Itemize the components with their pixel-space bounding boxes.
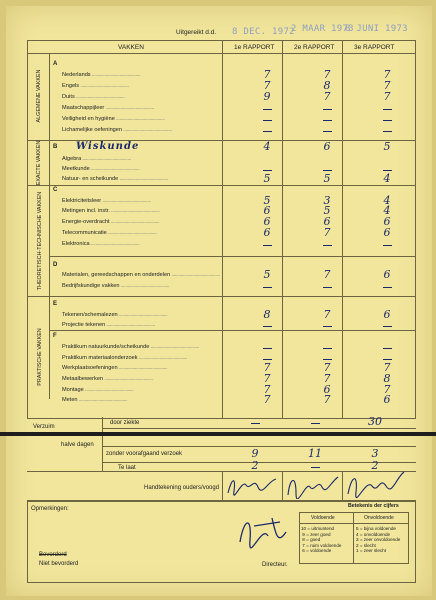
legend-divider (353, 512, 354, 563)
grade-cell: 7 (323, 393, 331, 406)
grade-cell-dash (383, 131, 392, 132)
grade-cell: 6 (383, 226, 391, 239)
grade-cell-dash (323, 245, 332, 246)
subject-label: Bedrijfskundige vakken ..... (62, 283, 169, 289)
attendance-te-laat: 2 (371, 459, 379, 472)
subject-label: Praktikum materiaalonderzoek ..... (62, 355, 187, 361)
grade-cell-dash (383, 120, 392, 121)
grade-cell-dash (323, 326, 332, 327)
attendance-halve-dagen: 11 (308, 447, 322, 460)
grade-cell-dash (323, 287, 332, 288)
signature-label: Handtekening ouders/voogd (144, 485, 220, 491)
grade-cell-dash (383, 348, 392, 349)
grade-cell: 7 (263, 383, 271, 396)
grade-cell: 6 (383, 393, 391, 406)
parent-signature-3 (344, 470, 406, 500)
grade-cell: 7 (383, 79, 391, 92)
legend-sufficient: Voldoende (311, 515, 335, 521)
grade-cell: 5 (323, 172, 331, 185)
grade-cell: 7 (323, 268, 331, 281)
subject-label: Energie-overdracht ..... (62, 219, 159, 225)
legend-title: Betekenis der cijfers (348, 503, 399, 509)
grade-cell: 3 (323, 194, 331, 207)
grade-cell: 6 (383, 308, 391, 321)
grade-cell-dash (263, 287, 272, 288)
attendance-halve-dagen: 9 (251, 447, 259, 460)
attendance-ziekte-dash (311, 423, 320, 424)
subject-label: Algebra ..... (62, 156, 131, 162)
grade-cell: 6 (263, 226, 271, 239)
subject-label: Lichamelijke oefeningen ..... (62, 127, 172, 133)
grade-cell: 5 (263, 194, 271, 207)
grade-cell-dash (263, 245, 272, 246)
grade-cell: 7 (323, 308, 331, 321)
subject-label: Meetkunde ..... (62, 166, 139, 172)
signature-col (342, 472, 343, 501)
attendance-divider (102, 462, 416, 463)
signature-col (282, 472, 283, 501)
grade-cell: 4 (383, 172, 391, 185)
subject-label: Nederlands ..... (62, 72, 140, 78)
grade-cell: 8 (323, 79, 331, 92)
grade-cell-dash (263, 109, 272, 110)
subject-label: Projectie tekenen ..... (62, 322, 155, 328)
grade-cell-dash (263, 131, 272, 132)
grade-cell: 6 (383, 268, 391, 281)
legend-insufficient: Onvoldoende (364, 515, 394, 521)
grade-cell: 7 (323, 372, 331, 385)
attendance-te-laat: 2 (251, 459, 259, 472)
grade-cell-dash (263, 120, 272, 121)
attendance-divider (102, 446, 416, 447)
grade-cell: 8 (383, 372, 391, 385)
section-divider-ef (49, 330, 416, 331)
grade-cell: 7 (263, 79, 271, 92)
grade-cell: 9 (263, 90, 271, 103)
grade-cell: 7 (323, 90, 331, 103)
attendance-halve-dagen: 3 (371, 447, 379, 460)
col-header-subjects: VAKKEN (118, 44, 144, 51)
zonder-label: zonder voorafgaand verzoek (106, 451, 183, 457)
grade-cell-dash (263, 348, 272, 349)
grade-cell-dash (263, 326, 272, 327)
grade-cell: 7 (383, 361, 391, 374)
grade-cell: 4 (383, 194, 391, 207)
col-divider-1 (282, 40, 283, 418)
attendance-ziekte-dash (251, 423, 260, 424)
issue-stamp-2: 2 MAAR 1973 (291, 24, 354, 34)
handwritten-subject: Wiskunde (76, 141, 140, 152)
halve-dagen-label: halve dagen (61, 442, 94, 448)
grade-cell-dash (383, 109, 392, 110)
subject-label: Materialen, gereedschappen en onderdelen ..... (62, 272, 220, 278)
category-label-theoretisch: THEORETISCH-TECHNISCHE VAKKEN (37, 191, 43, 291)
parent-signature-1 (224, 473, 280, 499)
col-divider-2 (342, 40, 343, 418)
section-letter-c: C (53, 187, 58, 193)
director-label: Directeur. (262, 562, 288, 568)
subject-label: Elektronica ..... (62, 241, 139, 247)
col-header-rapport-1: 1e RAPPORT (234, 44, 275, 51)
category-label-praktische: PRAKTISCHE VAKKEN (37, 328, 43, 386)
grade-cell: 6 (383, 215, 391, 228)
parent-signature-2 (284, 473, 340, 499)
director-signature (232, 512, 292, 558)
legend-head-line (299, 523, 408, 524)
col-divider-subjects (222, 40, 223, 418)
grade-cell: 7 (323, 226, 331, 239)
grade-cell-dash (383, 287, 392, 288)
subject-label: Tekenen/schemalezen ..... (62, 312, 167, 318)
section-divider-bc (27, 185, 416, 186)
grade-cell: 8 (263, 308, 271, 321)
grade-cell: 5 (323, 204, 331, 217)
grade-cell-dash (263, 359, 272, 360)
attendance-col (102, 417, 103, 472)
category-label-algemene: ALGEMENE VAKKEN (36, 69, 42, 123)
subject-label: Natuur- en scheikunde ..... (62, 176, 168, 182)
grade-cell-dash (323, 120, 332, 121)
subject-label: Metaalbewerken ..... (62, 376, 153, 382)
subject-label: Elektriciteitsleer ..... (62, 198, 151, 204)
attendance-ziekte: 30 (368, 415, 382, 428)
te-laat-label: Te laat (118, 465, 136, 471)
section-letter-a: A (53, 61, 58, 67)
subject-label: Montage ..... (62, 387, 133, 393)
grade-cell: 4 (383, 204, 391, 217)
grade-cell: 7 (383, 90, 391, 103)
grade-cell: 7 (263, 361, 271, 374)
subject-label: Engels ..... (62, 83, 129, 89)
grade-cell: 4 (263, 140, 271, 153)
issued-label: Uitgereikt d.d. (176, 29, 217, 36)
category-label-exacte: EXACTE VAKKEN (36, 140, 42, 186)
grade-cell-dash (263, 170, 272, 171)
grade-cell-dash (383, 170, 392, 171)
grade-cell: 7 (323, 361, 331, 374)
attendance-divider (102, 428, 416, 429)
signature-col (222, 472, 223, 501)
scan-artifact-line (0, 432, 436, 436)
grade-cell: 6 (323, 140, 331, 153)
section-divider-de (27, 296, 416, 297)
legend-right: 5 = bijna voldoende 4 = onvoldoende 3 = zeer onvoldoende 2 = slecht 1 = zeer slecht (356, 526, 401, 553)
attendance-te-laat-dash (311, 467, 320, 468)
grade-cell: 6 (323, 383, 331, 396)
section-letter-e: E (53, 301, 58, 307)
grade-cell: 7 (263, 68, 271, 81)
grade-cell-dash (323, 131, 332, 132)
col-header-rapport-2: 2e RAPPORT (294, 44, 335, 51)
verzuim-label: Verzuim (33, 424, 55, 430)
legend-left: 10 = uitmuntend 9 = zeer goed 8 = goed 7 = ruim voldoende 6 = voldoende (301, 526, 342, 553)
section-letter-b: B (53, 144, 58, 150)
remarks-label: Opmerkingen: (31, 506, 69, 512)
niet-bevorderd: Niet bevorderd (39, 561, 79, 567)
grade-cell: 5 (263, 268, 271, 281)
subject-label: Praktikum natuurkunde/scheikunde ..... (62, 344, 199, 350)
grade-cell: 7 (263, 372, 271, 385)
category-divider (49, 53, 50, 399)
door-ziekte-label: door ziekte (110, 420, 140, 426)
grade-cell: 7 (383, 383, 391, 396)
col-header-rapport-3: 3e RAPPORT (354, 44, 395, 51)
subject-label: Metingen incl. instr. ..... (62, 208, 160, 214)
grade-cell: 6 (263, 215, 271, 228)
grade-cell: 5 (383, 140, 391, 153)
subject-label: Meten ..... (62, 397, 127, 403)
grade-cell-dash (383, 326, 392, 327)
grade-cell-dash (323, 109, 332, 110)
subject-label: Werkplaatsoefeningen ..... (62, 365, 167, 371)
bevorderd-struck: Bevorderd (39, 552, 67, 558)
grade-cell: 5 (263, 172, 271, 185)
grade-cell-dash (383, 245, 392, 246)
subject-label: Telecommunicatie ..... (62, 230, 156, 236)
grade-cell-dash (383, 359, 392, 360)
subject-label: Maatschappijleer ..... (62, 105, 154, 111)
subject-label: Duits ..... (62, 94, 124, 100)
grade-cell: 7 (323, 68, 331, 81)
grade-cell-dash (323, 348, 332, 349)
section-letter-f: F (53, 333, 57, 339)
grade-cell: 7 (383, 68, 391, 81)
issue-stamp-3: 8 JUNI 1973 (345, 24, 408, 34)
subject-label: Veiligheid en hygiëne ..... (62, 116, 165, 122)
grade-cell: 7 (263, 393, 271, 406)
grade-cell-dash (323, 170, 332, 171)
section-letter-d: D (53, 262, 58, 268)
section-divider-cd (49, 256, 416, 257)
grade-cell: 6 (323, 215, 331, 228)
grade-cell-dash (323, 359, 332, 360)
issue-stamp-1: 8 DEC. 1972 (232, 27, 295, 37)
grade-cell: 6 (263, 204, 271, 217)
